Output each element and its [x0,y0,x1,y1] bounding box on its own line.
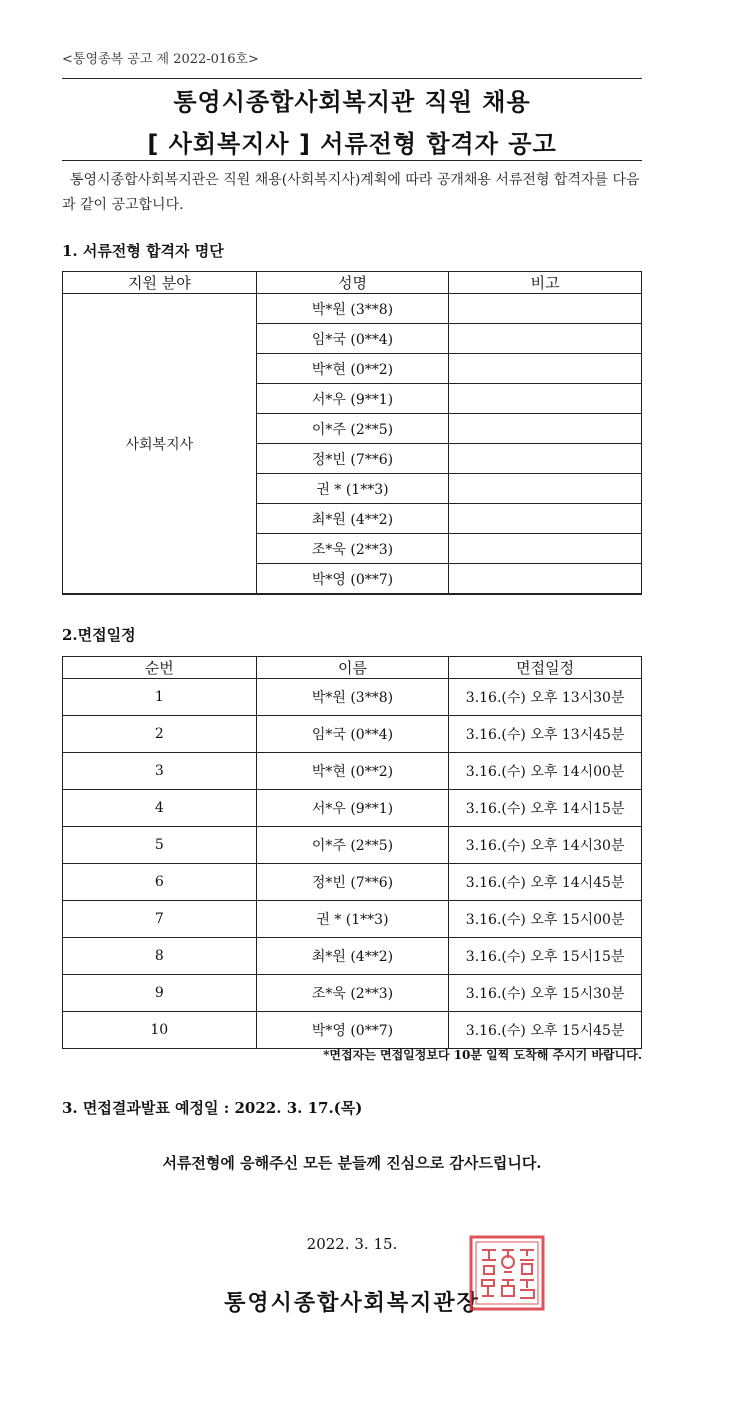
schedule-cell: 3.16.(수) 오후 13시30분 [449,679,642,716]
schedule-cell: 3.16.(수) 오후 14시30분 [449,827,642,864]
name-cell: 최*원 (4**2) [256,504,449,534]
notice-date: 2022. 3. 15. [306,1235,398,1253]
remarks-cell [449,534,642,564]
name-cell: 임*국 (0**4) [256,324,449,354]
section2-heading: 2.면접일정 [62,626,136,644]
header-number: 순번 [63,657,257,679]
arrival-note: *면접자는 면접일정보다 10분 일찍 도착해 주시기 바랍니다. [323,1048,642,1062]
remarks-cell [449,474,642,504]
section3-heading: 3. 면접결과발표 예정일 : 2022. 3. 17.(목) [62,1099,363,1117]
name-cell: 권 * (1**3) [256,474,449,504]
table-row [63,827,642,864]
interview-schedule-table [62,656,642,1049]
notice-number: <통영종복 공고 제 2022-016호> [62,52,259,67]
name-cell: 박*현 (0**2) [256,354,449,384]
name-cell: 이*주 (2**5) [256,414,449,444]
table-row [63,975,642,1012]
remarks-cell [449,444,642,474]
page-title-line2: [ 사회복지사 ] 서류전형 합격자 공고 [147,130,557,158]
signer-title: 통영시종합사회복지관장 [224,1290,480,1316]
remarks-cell [449,564,642,595]
name-cell: 박*현 (0**2) [256,753,449,790]
table-row [63,1012,642,1049]
thanks-message: 서류전형에 응해주신 모든 분들께 진심으로 감사드립니다. [162,1154,542,1172]
remarks-cell [449,354,642,384]
number-cell: 4 [63,790,257,827]
schedule-cell: 3.16.(수) 오후 15시15분 [449,938,642,975]
name-cell: 최*원 (4**2) [256,938,449,975]
number-cell: 9 [63,975,257,1012]
schedule-cell: 3.16.(수) 오후 14시45분 [449,864,642,901]
name-cell: 이*주 (2**5) [256,827,449,864]
name-cell: 박*원 (3**8) [256,294,449,324]
number-cell: 3 [63,753,257,790]
number-cell: 7 [63,901,257,938]
section1-heading: 1. 서류전형 합격자 명단 [62,242,224,260]
table-row [63,864,642,901]
title-rule [62,160,642,161]
schedule-table-header [63,657,642,679]
number-cell: 10 [63,1012,257,1049]
remarks-cell [449,384,642,414]
name-cell: 박*원 (3**8) [256,679,449,716]
header-schedule: 면접일정 [449,657,642,679]
number-cell: 8 [63,938,257,975]
table-row [63,716,642,753]
schedule-cell: 3.16.(수) 오후 14시15분 [449,790,642,827]
header-name: 이름 [256,657,449,679]
field-cell: 사회복지사 [63,294,257,595]
name-cell: 정*빈 (7**6) [256,864,449,901]
number-cell: 5 [63,827,257,864]
schedule-cell: 3.16.(수) 오후 15시30분 [449,975,642,1012]
table-row [63,790,642,827]
name-cell: 박*영 (0**7) [256,1012,449,1049]
table-row [63,901,642,938]
passers-table-header [63,272,642,294]
schedule-cell: 3.16.(수) 오후 15시45분 [449,1012,642,1049]
name-cell: 임*국 (0**4) [256,716,449,753]
name-cell: 조*욱 (2**3) [256,975,449,1012]
remarks-cell [449,294,642,324]
header-field: 지원 분야 [63,272,257,294]
passers-table [62,271,642,595]
name-cell: 조*욱 (2**3) [256,534,449,564]
header-name: 성명 [256,272,449,294]
number-cell: 2 [63,716,257,753]
table-row [63,679,642,716]
name-cell: 권 * (1**3) [256,901,449,938]
name-cell: 서*우 (9**1) [256,790,449,827]
header-remarks: 비고 [449,272,642,294]
intro-paragraph: 통영시종합사회복지관은 직원 채용(사회복지사)계획에 따라 공개채용 서류전형 합격자를 다음과 같이 공고합니다. [62,172,640,213]
table-row [63,753,642,790]
name-cell: 정*빈 (7**6) [256,444,449,474]
schedule-cell: 3.16.(수) 오후 13시45분 [449,716,642,753]
page-title-line1: 통영시종합사회복지관 직원 채용 [173,88,531,116]
official-seal-stamp [468,1234,546,1312]
remarks-cell [449,414,642,444]
table-row [63,294,642,324]
schedule-cell: 3.16.(수) 오후 14시00분 [449,753,642,790]
top-rule [62,78,642,79]
name-cell: 서*우 (9**1) [256,384,449,414]
remarks-cell [449,504,642,534]
remarks-cell [449,324,642,354]
schedule-cell: 3.16.(수) 오후 15시00분 [449,901,642,938]
number-cell: 6 [63,864,257,901]
number-cell: 1 [63,679,257,716]
table-row [63,938,642,975]
name-cell: 박*영 (0**7) [256,564,449,595]
